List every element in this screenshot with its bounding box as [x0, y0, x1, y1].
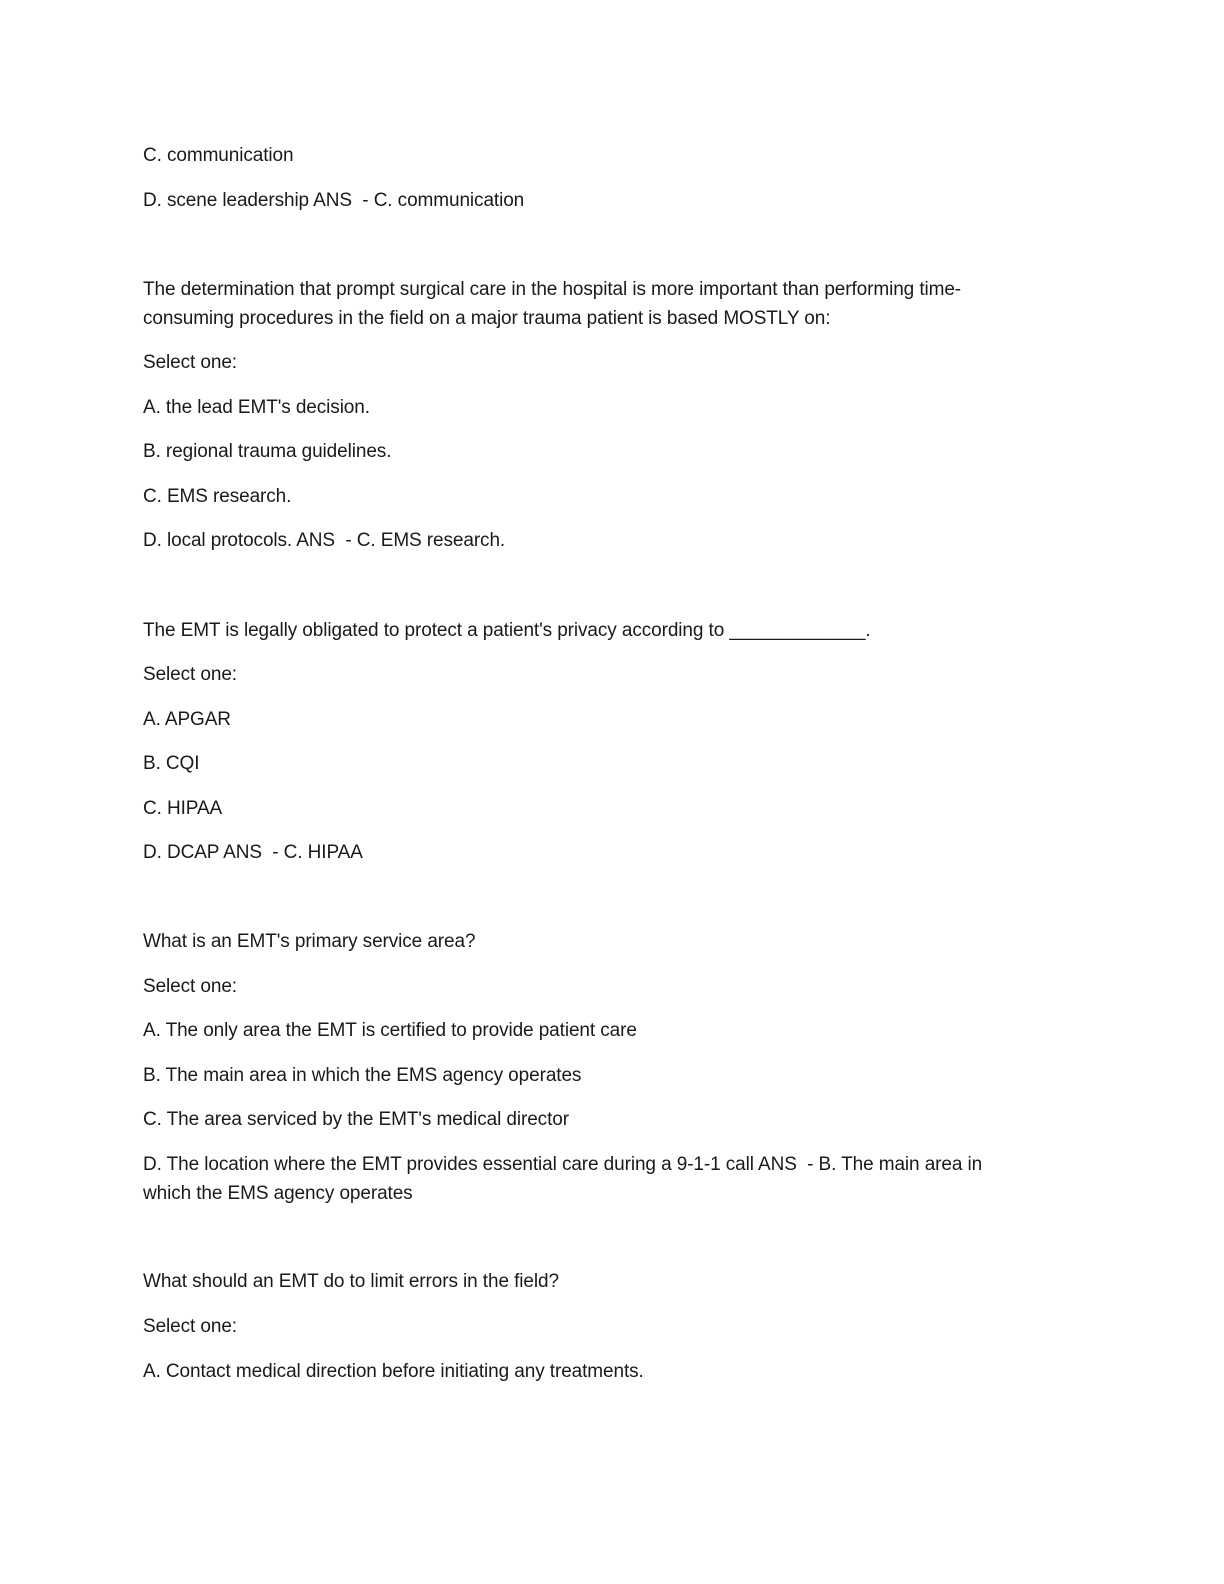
answer-option: B. The main area in which the EMS agency operates: [143, 1065, 582, 1086]
answer-option: D. scene leadership ANS - C. communication: [143, 190, 525, 211]
answer-option: D. local protocols. ANS - C. EMS research.: [143, 530, 506, 551]
select-prompt: Select one:: [143, 976, 237, 997]
answer-option: C. communication: [143, 145, 294, 166]
answer-option: C. EMS research.: [143, 486, 292, 507]
answer-option: A. Contact medical direction before initiating any treatments.: [143, 1361, 644, 1382]
answer-option: A. APGAR: [143, 709, 231, 730]
question-text: The EMT is legally obligated to protect a patient's privacy according to _____________.: [143, 620, 871, 641]
answer-option: B. regional trauma guidelines.: [143, 441, 392, 462]
select-prompt: Select one:: [143, 352, 237, 373]
answer-option: C. The area serviced by the EMT's medical director: [143, 1109, 569, 1130]
answer-option: A. the lead EMT's decision.: [143, 397, 370, 418]
answer-option: which the EMS agency operates: [143, 1183, 413, 1204]
select-prompt: Select one:: [143, 664, 237, 685]
answer-option: C. HIPAA: [143, 798, 223, 819]
question-text: consuming procedures in the field on a major trauma patient is based MOSTLY on:: [143, 308, 831, 329]
answer-option: D. The location where the EMT provides essential care during a 9-1-1 call ANS - B. The main area in: [143, 1154, 983, 1175]
select-prompt: Select one:: [143, 1316, 237, 1337]
answer-option: D. DCAP ANS - C. HIPAA: [143, 842, 363, 863]
answer-option: B. CQI: [143, 753, 200, 774]
question-text: What is an EMT's primary service area?: [143, 931, 476, 952]
answer-option: A. The only area the EMT is certified to provide patient care: [143, 1020, 637, 1041]
question-text: What should an EMT do to limit errors in the field?: [143, 1271, 559, 1292]
question-text: The determination that prompt surgical care in the hospital is more important than performing time-: [143, 279, 962, 300]
